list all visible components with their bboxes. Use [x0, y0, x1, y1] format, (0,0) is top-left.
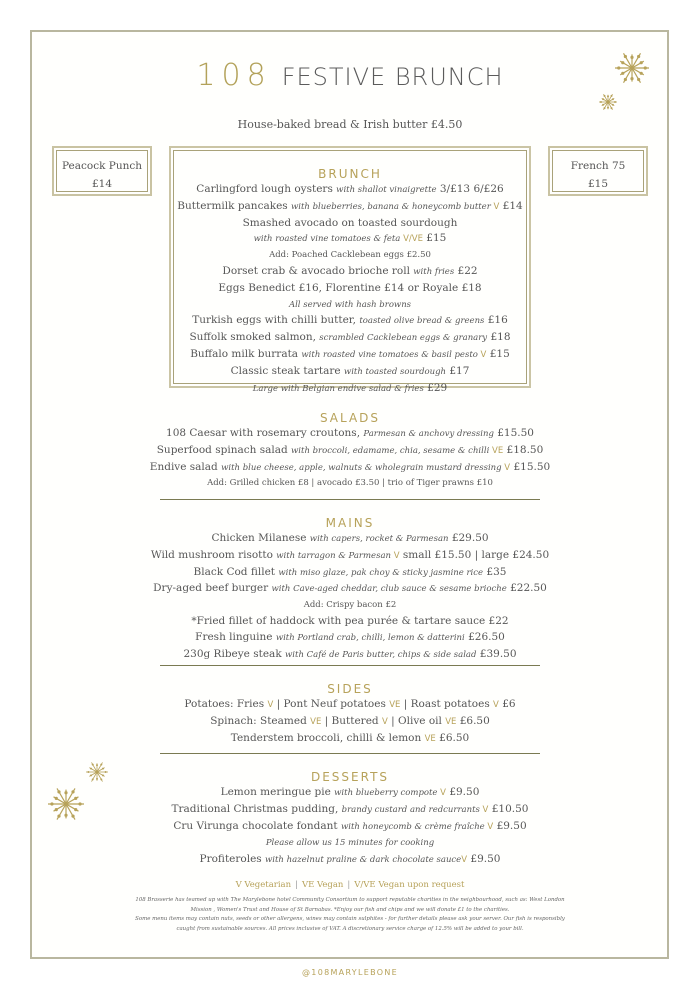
menu-item: [0, 426, 700, 443]
dietary-tag: V: [391, 550, 400, 561]
menu-item: [174, 313, 526, 330]
menu-lines: [174, 182, 526, 397]
dietary-tag: V: [461, 855, 468, 866]
dietary-tag: VE: [389, 700, 401, 710]
fine-print-line: Some menu items may contain nuts, seeds or other allergens, wines may contain sulphites - for further details please ask your server. Our fish is responsibly: [135, 916, 565, 922]
snowflake-tip: [611, 107, 613, 109]
item-text: 230g Ribeye steak: [183, 647, 286, 660]
item-text: | Pont Neuf potatoes: [273, 698, 390, 710]
section-heading: BRUNCH: [318, 167, 382, 181]
item-text: Add: Poached Cacklebean eggs £2.50: [269, 250, 431, 261]
section-divider: [160, 753, 540, 754]
menu-item: [174, 297, 526, 314]
sides-section: [0, 681, 700, 747]
item-description: with toasted sourdough: [343, 366, 447, 377]
item-text: Buttermilk pancakes: [177, 199, 292, 212]
menu-item: [174, 264, 526, 281]
dietary-legend: V Vegetarian | VE Vegan | V/VE Vegan upon request: [235, 880, 465, 890]
item-price: £35: [483, 565, 507, 578]
section-divider: [160, 499, 540, 500]
item-price: £39.50: [476, 647, 517, 660]
snowflake-tip: [96, 764, 98, 766]
logo-number: 108: [196, 58, 272, 93]
item-price: £15: [422, 232, 447, 245]
item-price: £9.50: [493, 819, 527, 832]
menu-item: [0, 785, 700, 802]
menu-item: [0, 565, 700, 582]
item-text: Dry-aged beef burger: [153, 582, 272, 595]
menu-item: [0, 802, 700, 819]
dietary-tag: V: [267, 700, 274, 710]
item-price: £29.50: [448, 532, 489, 544]
item-price: £15.50: [510, 460, 551, 473]
item-description: with blueberry compote: [334, 788, 438, 798]
item-description: with roasted vine tomatoes & feta: [253, 234, 401, 245]
item-description: with Cave-aged cheddar, club sauce & sesame brioche: [271, 584, 507, 595]
item-text: Superfood spinach salad: [156, 443, 292, 456]
item-price: small £15.50 | large £24.50: [399, 548, 550, 561]
item-description: toasted olive bread & greens: [359, 316, 485, 327]
item-text: Add: Grilled chicken £8 | avocado £3.50 | trio of Tiger prawns £10: [207, 478, 493, 489]
snowflake-tip: [612, 98, 614, 100]
item-description: with Café de Paris butter, chips & side salad: [285, 649, 477, 660]
menu-item: [0, 714, 700, 731]
menu-item: [0, 614, 700, 630]
dietary-tag: V: [477, 349, 487, 360]
social-handle[interactable]: @108MARYLEBONE: [302, 968, 398, 977]
item-text: Buffalo milk burrata: [190, 347, 302, 360]
item-price: £15: [486, 347, 510, 360]
dietary-tag: V: [381, 716, 388, 727]
section-heading: SALADS: [319, 411, 381, 425]
item-description: with blue cheese, apple, walnuts & wholegrain mustard dressing: [221, 462, 502, 473]
item-price: 3/£13 6/£26: [436, 183, 504, 195]
dietary-tag: VE: [489, 445, 504, 456]
item-description: brandy custard and redcurrants: [341, 804, 480, 815]
fine-print: [100, 896, 600, 934]
menu-item: [174, 281, 526, 297]
menu-item: [0, 731, 700, 748]
item-text: Add: Crispy bacon £2: [303, 600, 397, 611]
item-text: Tenderstem broccoli, chilli & lemon: [230, 731, 425, 744]
item-text: Chicken Milanese: [211, 532, 310, 544]
menu-item: [0, 647, 700, 664]
dietary-tag: V/VE: [400, 234, 423, 245]
brunch-section: [169, 146, 531, 394]
item-text: Suffolk smoked salmon,: [189, 331, 320, 344]
legend-vegan-on-request: V/VE Vegan upon request: [354, 880, 465, 890]
item-text: Traditional Christmas pudding,: [171, 802, 342, 815]
snowflake-tip: [603, 107, 605, 109]
menu-lines: [0, 531, 700, 663]
legend-vegetarian: V Vegetarian: [235, 880, 292, 890]
salads-section: [0, 410, 700, 492]
menu-item: [0, 476, 700, 492]
item-price: £9.50: [445, 786, 480, 798]
item-text: Endive salad: [149, 460, 222, 473]
item-text: Classic steak tartare: [230, 364, 344, 377]
fine-print-line: Mission , Women's Trust and House of St Barnabas. *Enjoy our fish and chips and we will donate £1 to the charities.: [190, 906, 510, 913]
item-price: £18.50: [503, 443, 544, 456]
title-text: FESTIVE BRUNCH: [281, 63, 504, 91]
item-text: Fresh linguine: [195, 630, 276, 643]
item-description: scrambled Cacklebean eggs & granary: [319, 333, 488, 344]
menu-item: [0, 581, 700, 598]
menu-item: [174, 381, 526, 398]
section-heading: MAINS: [325, 516, 375, 530]
item-description: Please allow us 15 minutes for cooking: [265, 838, 435, 849]
item-text: 108 Caesar with rosemary croutons,: [166, 427, 364, 439]
item-price: £26.50: [464, 630, 505, 643]
item-price: £9.50: [467, 853, 501, 866]
item-text: Black Cod fillet: [193, 565, 279, 578]
menu-item: [0, 819, 700, 836]
snowflake-tip: [607, 95, 609, 97]
menu-item: [174, 330, 526, 347]
item-text: Potatoes: Fries: [184, 698, 268, 710]
item-price: £6.50: [435, 731, 470, 744]
cocktail-price: £15: [587, 178, 609, 190]
snowflake-tip: [611, 95, 613, 97]
item-price: £14: [499, 199, 523, 212]
item-text: Carlingford lough oysters: [196, 183, 337, 195]
dietary-tag: V: [484, 821, 494, 832]
item-text: *Fried fillet of haddock with pea purée & tartare sauce £22: [191, 614, 509, 627]
item-text: | Olive oil: [387, 714, 446, 727]
menu-item: [174, 248, 526, 264]
dietary-tag: V: [490, 201, 500, 212]
item-description: with capers, rocket & Parmesan: [309, 534, 449, 544]
item-text: Dorset crab & avocado brioche roll: [222, 264, 414, 277]
item-description: with shallot vinaigrette: [336, 185, 437, 195]
cocktail-box-french-75: [548, 146, 648, 196]
dietary-tag: V: [479, 804, 489, 815]
dietary-tag: V: [493, 700, 499, 710]
dietary-tag: V: [437, 788, 446, 798]
snowflake-tip: [603, 95, 605, 97]
item-description: with miso glaze, pak choy & sticky jasmine rice: [278, 567, 484, 578]
cocktail-price: £14: [91, 178, 113, 190]
item-text: Lemon meringue pie: [220, 786, 335, 798]
menu-item: [0, 443, 700, 460]
fine-print-line: caught from sustainable sources. All prices inclusive of VAT. A discretionary service charge of 12.5% will be added to your bill.: [176, 925, 524, 932]
dietary-tag: VE: [424, 733, 436, 744]
section-divider: [160, 665, 540, 666]
snowflake-icon: [597, 91, 619, 113]
dietary-tag: VE: [445, 716, 457, 727]
item-description: with honeycomb & crème fraîche: [340, 821, 485, 832]
cocktail-name: French 75: [570, 160, 626, 172]
item-description: with Portland crab, chilli, lemon & datterini: [275, 632, 465, 643]
menu-item: [0, 852, 700, 869]
mains-section: [0, 515, 700, 663]
snowflake-tip: [600, 101, 602, 103]
snowflake-tip: [614, 101, 616, 103]
item-price: £16: [484, 314, 508, 327]
menu-item: [174, 347, 526, 364]
item-text: | Buttered: [321, 714, 382, 727]
menu-item: [174, 364, 526, 381]
menu-item: [0, 548, 700, 565]
dietary-tag: VE: [310, 716, 322, 727]
item-price: £18: [487, 331, 511, 344]
item-price: £17: [446, 364, 470, 377]
menu-item: [174, 216, 526, 232]
item-description: Parmesan & anchovy dressing: [363, 429, 494, 439]
menu-lines: [0, 697, 700, 747]
desserts-section: [0, 769, 700, 869]
item-text: Wild mushroom risotto: [150, 548, 277, 561]
item-price: £10.50: [488, 802, 529, 815]
legend-vegan: VE Vegan: [301, 880, 344, 890]
snowflake-tip: [100, 764, 102, 766]
cocktail-name: Peacock Punch: [61, 160, 143, 172]
snowflake-tip: [607, 107, 609, 109]
menu-item: [174, 231, 526, 248]
item-description: Large with Belgian endive salad & fries: [252, 383, 424, 394]
snowflake-center: [607, 101, 610, 104]
menu-item: [0, 460, 700, 477]
item-description: with roasted vine tomatoes & basil pesto: [301, 349, 478, 360]
item-text: Profiteroles: [199, 853, 266, 866]
snowflake-tip: [602, 98, 604, 100]
item-price: £22: [454, 264, 478, 277]
menu-item: [0, 531, 700, 548]
item-description: with tarragon & Parmesan: [276, 550, 391, 561]
snowflake-tip: [602, 104, 604, 106]
item-text: Cru Virunga chocolate fondant: [173, 819, 341, 832]
item-text: Eggs Benedict £16, Florentine £14 or Royale £18: [218, 281, 482, 294]
menu-lines: [0, 426, 700, 492]
snowflake-tip: [612, 104, 614, 106]
dietary-tag: V: [501, 462, 511, 473]
menu-item: [174, 182, 526, 199]
item-price: £29: [423, 381, 448, 394]
menu-item: [0, 598, 700, 614]
item-description: All served with hash browns: [288, 299, 412, 310]
menu-item: [0, 630, 700, 647]
item-text: Spinach: Steamed: [210, 714, 311, 727]
section-heading: SIDES: [327, 682, 373, 696]
menu-item: [0, 697, 700, 714]
snowflake-tip: [92, 764, 94, 766]
item-text: £6: [498, 698, 516, 710]
item-price: £22.50: [506, 582, 547, 595]
menu-lines: [0, 785, 700, 869]
bread-line: House-baked bread & Irish butter £4.50: [237, 118, 463, 131]
fine-print-line: 108 Brasserie has teamed up with The Marylebone hotel Community Consortium to support reputable charities in the neighbourhood, such as: West London: [135, 897, 565, 903]
menu-item: [174, 199, 526, 216]
item-description: with fries: [413, 266, 455, 277]
cocktail-box-peacock-punch: [52, 146, 152, 196]
menu-title: [0, 58, 700, 93]
menu-item: [0, 835, 700, 852]
item-text: | Roast potatoes: [400, 698, 494, 710]
item-description: with blueberries, banana & honeycomb butter: [291, 201, 491, 212]
item-text: £6.50: [456, 714, 490, 727]
item-description: with hazelnut praline & dark chocolate sauce: [265, 855, 462, 866]
item-price: £15.50: [493, 427, 534, 439]
section-heading: DESSERTS: [310, 770, 390, 784]
item-description: with broccoli, edamame, chia, sesame & chilli: [291, 445, 490, 456]
item-text: Turkish eggs with chilli butter,: [192, 314, 360, 327]
item-text: Smashed avocado on toasted sourdough: [242, 216, 458, 229]
